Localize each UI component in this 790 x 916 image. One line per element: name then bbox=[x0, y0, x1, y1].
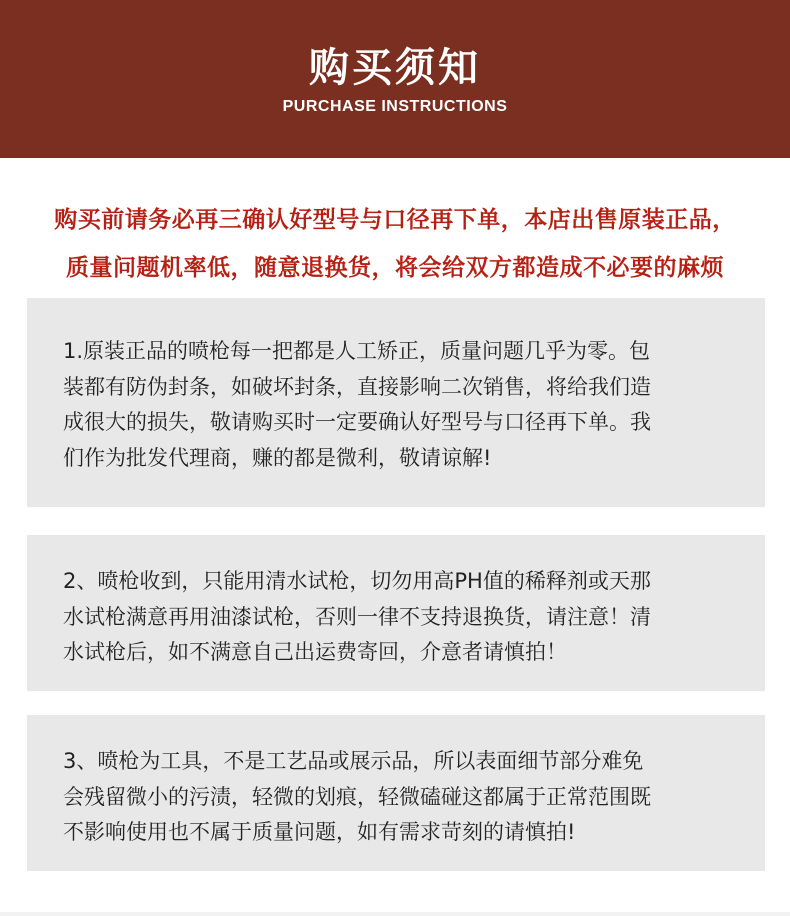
header-banner bbox=[0, 0, 790, 158]
warning-line: 购买前请务必再三确认好型号与口径再下单，本店出售原装正品， bbox=[54, 207, 736, 233]
notice-text-line: 2、喷枪收到，只能用清水试枪，切勿用高PH值的稀释剂或天那 bbox=[63, 569, 651, 593]
notice-card bbox=[27, 298, 765, 507]
notice-text-line: 装都有防伪封条，如破坏封条，直接影响二次销售，将给我们造 bbox=[63, 374, 651, 399]
notice-card bbox=[27, 715, 765, 871]
warning-line: 质量问题机率低，随意退换货，将会给双方都造成不必要的麻烦 bbox=[66, 255, 724, 281]
notice-text-line: 们作为批发代理商，赚的都是微利，敬请谅解! bbox=[63, 445, 492, 470]
notice-text-line: 成很大的损失，敬请购买时一定要确认好型号与口径再下单。我 bbox=[63, 410, 651, 434]
notice-card bbox=[27, 535, 765, 691]
notice-text-line: 水试枪满意再用油漆试枪，否则一律不支持退换货，请注意！清 bbox=[63, 604, 651, 629]
notice-text-line: 1.原装正品的喷枪每一把都是人工矫正，质量问题几乎为零。包 bbox=[63, 339, 651, 363]
page-subtitle: PURCHASE INSTRUCTIONS bbox=[282, 98, 508, 115]
notice-text-line: 3、喷枪为工具，不是工艺品或展示品，所以表面细节部分难免 bbox=[63, 749, 644, 773]
bottom-divider bbox=[0, 912, 790, 916]
notice-text-line: 会残留微小的污渍，轻微的划痕，轻微磕碰这都属于正常范围既 bbox=[63, 784, 651, 809]
notice-text-line: 不影响使用也不属于质量问题，如有需求苛刻的请慎拍! bbox=[63, 820, 576, 844]
notice-text-line: 水试枪后，如不满意自己出运费寄回，介意者请慎拍！ bbox=[63, 640, 567, 664]
page-title: 购买须知 bbox=[309, 45, 481, 91]
